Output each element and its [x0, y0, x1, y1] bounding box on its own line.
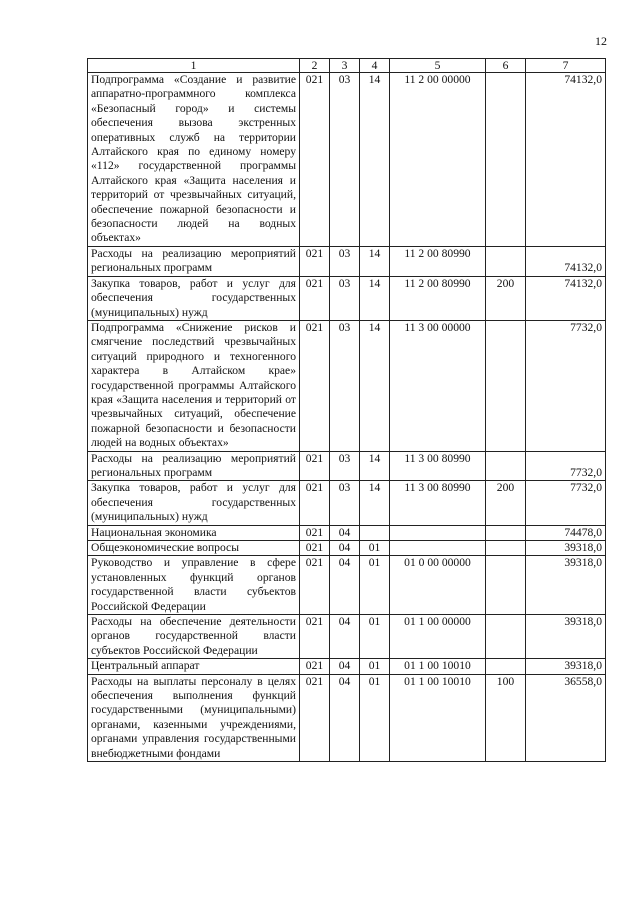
header-col-1: 1: [88, 59, 300, 73]
row-ministry: 021: [300, 451, 330, 481]
row-subsection: 14: [360, 481, 390, 525]
row-section: 03: [330, 481, 360, 525]
row-name: Общеэкономические вопросы: [88, 541, 300, 556]
row-target-article: 01 1 00 00000: [390, 615, 486, 659]
row-target-article: [390, 525, 486, 540]
row-name: Национальная экономика: [88, 525, 300, 540]
row-expense-type: [486, 541, 526, 556]
row-expense-type: [486, 525, 526, 540]
row-section: 04: [330, 556, 360, 615]
row-section: 04: [330, 541, 360, 556]
row-section: 04: [330, 525, 360, 540]
row-target-article: 11 3 00 00000: [390, 320, 486, 451]
row-ministry: 021: [300, 541, 330, 556]
row-amount: 36558,0: [526, 674, 606, 761]
row-name: Закупка товаров, работ и услуг для обеспечения государственных (муниципальных) нужд: [88, 276, 300, 320]
row-amount: 74132,0: [526, 246, 606, 276]
budget-table: [87, 58, 606, 762]
row-subsection: 01: [360, 615, 390, 659]
row-subsection: 01: [360, 556, 390, 615]
row-expense-type: 200: [486, 276, 526, 320]
row-target-article: 11 3 00 80990: [390, 451, 486, 481]
header-row: [88, 59, 606, 73]
row-amount: 7732,0: [526, 451, 606, 481]
row-name: Расходы на реализацию мероприятий региональных программ: [88, 246, 300, 276]
table-row: [88, 674, 606, 761]
table-row: [88, 615, 606, 659]
row-subsection: [360, 525, 390, 540]
row-subsection: 14: [360, 73, 390, 247]
table-row: [88, 525, 606, 540]
row-name: Расходы на реализацию мероприятий региональных программ: [88, 451, 300, 481]
row-expense-type: [486, 73, 526, 247]
row-expense-type: [486, 320, 526, 451]
row-section: 03: [330, 276, 360, 320]
row-name: Расходы на выплаты персоналу в целях обеспечения выполнения функций государственными (муниципальными) органами, казенными учреждениями, органами управления государственными внебюджетными фондами: [88, 674, 300, 761]
row-ministry: 021: [300, 659, 330, 674]
row-amount: 39318,0: [526, 541, 606, 556]
row-target-article: 01 1 00 10010: [390, 659, 486, 674]
header-col-4: 4: [360, 59, 390, 73]
table-row: [88, 276, 606, 320]
row-name: Расходы на обеспечение деятельности органов государственной власти субъектов Российской Федерации: [88, 615, 300, 659]
header-col-2: 2: [300, 59, 330, 73]
row-amount: 7732,0: [526, 481, 606, 525]
row-section: 03: [330, 451, 360, 481]
row-amount: 39318,0: [526, 556, 606, 615]
row-section: 03: [330, 246, 360, 276]
row-ministry: 021: [300, 73, 330, 247]
row-expense-type: [486, 556, 526, 615]
page-number: 12: [595, 34, 607, 48]
row-subsection: 14: [360, 246, 390, 276]
row-ministry: 021: [300, 276, 330, 320]
row-section: 03: [330, 73, 360, 247]
row-name: Подпрограмма «Создание и развитие аппаратно-программного комплекса «Безопасный город» и системы обеспечения вызова экстренных оперативных служб на территории Алтайского края по единому номеру «112» государственной программы Алтайского края «Защита населения и территорий от чрезвычайных ситуаций, обеспечение пожарной безопасности и безопасности людей на водных объектах»: [88, 73, 300, 247]
row-ministry: 021: [300, 556, 330, 615]
row-name: Руководство и управление в сфере установленных функций органов государственной власти субъектов Российской Федерации: [88, 556, 300, 615]
row-name: Закупка товаров, работ и услуг для обеспечения государственных (муниципальных) нужд: [88, 481, 300, 525]
row-subsection: 01: [360, 541, 390, 556]
row-amount: 74132,0: [526, 73, 606, 247]
row-amount: 74132,0: [526, 276, 606, 320]
table-row: [88, 541, 606, 556]
header-col-5: 5: [390, 59, 486, 73]
row-amount: 74478,0: [526, 525, 606, 540]
row-subsection: 14: [360, 451, 390, 481]
row-target-article: 01 1 00 10010: [390, 674, 486, 761]
row-target-article: 01 0 00 00000: [390, 556, 486, 615]
row-section: 03: [330, 320, 360, 451]
row-target-article: [390, 541, 486, 556]
header-col-6: 6: [486, 59, 526, 73]
row-subsection: 01: [360, 659, 390, 674]
row-ministry: 021: [300, 246, 330, 276]
table-row: [88, 451, 606, 481]
row-expense-type: [486, 615, 526, 659]
row-name: Центральный аппарат: [88, 659, 300, 674]
row-ministry: 021: [300, 525, 330, 540]
row-expense-type: 100: [486, 674, 526, 761]
row-amount: 39318,0: [526, 659, 606, 674]
row-amount: 39318,0: [526, 615, 606, 659]
row-subsection: 01: [360, 674, 390, 761]
row-target-article: 11 2 00 00000: [390, 73, 486, 247]
table-row: [88, 320, 606, 451]
row-target-article: 11 2 00 80990: [390, 246, 486, 276]
header-col-7: 7: [526, 59, 606, 73]
row-target-article: 11 3 00 80990: [390, 481, 486, 525]
row-section: 04: [330, 615, 360, 659]
row-expense-type: [486, 659, 526, 674]
row-target-article: 11 2 00 80990: [390, 276, 486, 320]
row-expense-type: [486, 451, 526, 481]
header-col-3: 3: [330, 59, 360, 73]
row-subsection: 14: [360, 320, 390, 451]
row-ministry: 021: [300, 320, 330, 451]
table-row: [88, 659, 606, 674]
table-row: [88, 556, 606, 615]
table-row: [88, 481, 606, 525]
row-amount: 7732,0: [526, 320, 606, 451]
row-ministry: 021: [300, 674, 330, 761]
row-section: 04: [330, 674, 360, 761]
row-expense-type: [486, 246, 526, 276]
table-row: [88, 73, 606, 247]
row-section: 04: [330, 659, 360, 674]
row-ministry: 021: [300, 615, 330, 659]
table-row: [88, 246, 606, 276]
row-name: Подпрограмма «Снижение рисков и смягчение последствий чрезвычайных ситуаций природного и техногенного характера в Алтайском крае» государственной программы Алтайского края «Защита населения и территорий от чрезвычайных ситуаций, обеспечение пожарной безопасности и безопасности людей на водных объектах»: [88, 320, 300, 451]
row-ministry: 021: [300, 481, 330, 525]
row-subsection: 14: [360, 276, 390, 320]
row-expense-type: 200: [486, 481, 526, 525]
